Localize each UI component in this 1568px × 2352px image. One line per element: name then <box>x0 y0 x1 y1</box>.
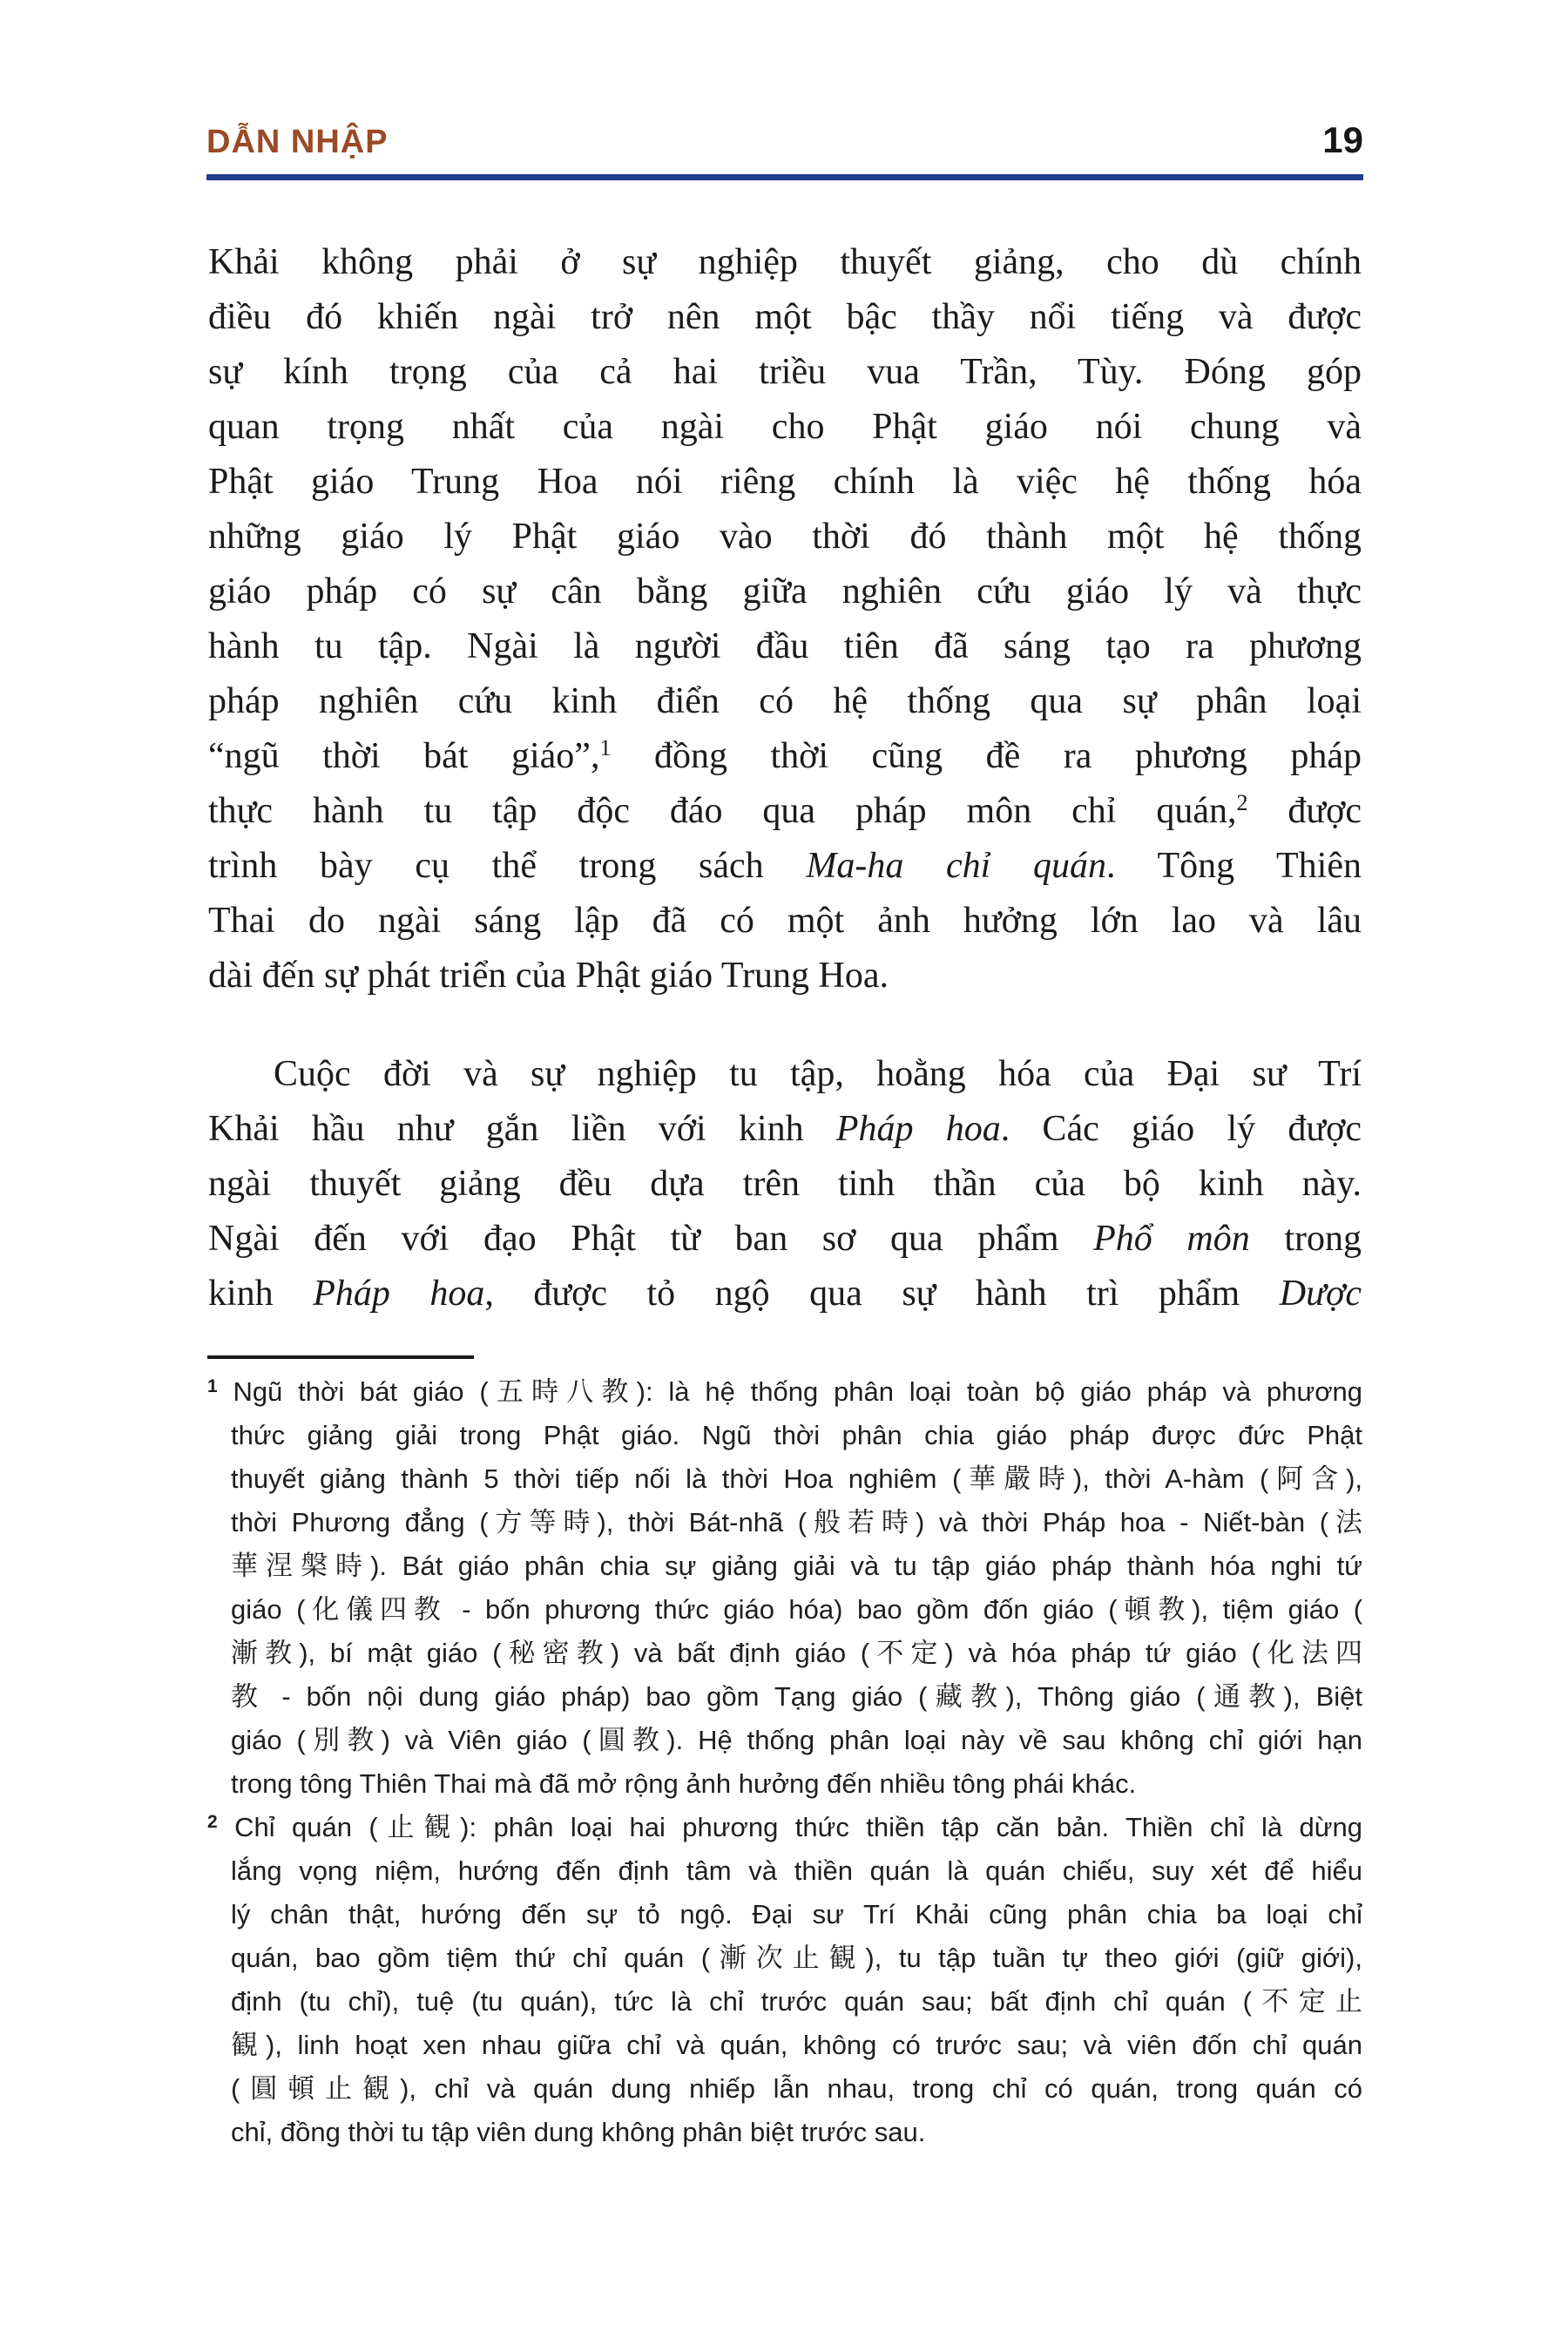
body-line <box>208 510 1362 564</box>
text-run: ), thời A-hàm ( <box>1072 1463 1269 1494</box>
text-run: ): là hệ thống phân loại toàn bộ giáo pháp và phương <box>636 1376 1363 1407</box>
text-run: hành tu tập. Ngài là người đầu tiên đã sáng tạo ra phương <box>208 626 1362 666</box>
cjk-text: 化法四 <box>1260 1638 1363 1668</box>
body-line <box>208 564 1362 619</box>
text-run: điều đó khiến ngài trở nên một bậc thầy nổi tiếng và được <box>208 297 1362 337</box>
text-run: thời Phương đẳng ( <box>231 1507 489 1538</box>
text-run: sự kính trọng của cả hai triều vua Trần, Tùy. Đóng góp <box>208 352 1362 392</box>
body-line <box>208 839 1362 894</box>
footnote-line <box>207 1414 1362 1457</box>
text-run: trình bày cụ thể trong sách <box>208 846 807 886</box>
text-run: ), tiệm giáo ( <box>1192 1594 1363 1625</box>
cjk-text: 止観 <box>377 1812 461 1842</box>
cjk-text: 方等時 <box>488 1507 598 1538</box>
footnote-line <box>207 1501 1362 1544</box>
cjk-text: 藏教 <box>927 1681 1006 1712</box>
italic-title: Phổ môn <box>1093 1219 1250 1259</box>
text-run: thuyết giảng thành 5 thời tiếp nối là thời Hoa nghiêm ( <box>231 1463 962 1494</box>
text-run: lắng vọng niệm, hướng đến định tâm và thiền quán là quán chiếu, suy xét để hiểu <box>231 1855 1362 1886</box>
body-line <box>208 1047 1362 1102</box>
text-run: giáo ( <box>231 1725 306 1755</box>
footnote-line <box>207 1457 1362 1501</box>
text-run: đồng thời cũng đề ra phương pháp <box>611 736 1362 776</box>
footnote-line <box>207 1632 1362 1675</box>
cjk-text: 観 <box>231 2030 266 2060</box>
page-number: 19 <box>1322 119 1363 160</box>
footnote-line <box>207 1936 1362 1980</box>
paragraph <box>207 1806 1362 2154</box>
cjk-text: 化儀四教 <box>305 1594 448 1625</box>
text-run: ) và Viên giáo ( <box>381 1725 591 1755</box>
text-run: ), bí mật giáo ( <box>299 1638 502 1668</box>
text-run: trong tông Thiên Thai mà đã mở rộng ảnh hưởng đến nhiều tông phái khác. <box>231 1768 1137 1799</box>
text-run: thực hành tu tập độc đáo qua pháp môn chỉ quán, <box>208 791 1237 831</box>
text-run: chỉ, đồng thời tu tập viên dung không phân biệt trước sau. <box>231 2117 926 2147</box>
running-head-title: DẪN NHẬP <box>206 124 389 160</box>
body-line <box>208 894 1362 949</box>
text-run: ), thời Bát-nhã ( <box>597 1507 808 1538</box>
text-run: Thai do ngài sáng lập đã có một ảnh hưởng lớn lao và lâu <box>208 901 1362 941</box>
paragraph <box>208 1047 1362 1321</box>
body-line <box>208 729 1362 784</box>
text-run: những giáo lý Phật giáo vào thời đó thành một hệ thống <box>208 517 1362 557</box>
text-run: Khải không phải ở sự nghiệp thuyết giảng, cho dù chính <box>208 242 1362 282</box>
text-run: ), Biệt <box>1283 1681 1362 1712</box>
text-run: ). Hệ thống phân loại này về sau không chỉ giới hạn <box>666 1725 1363 1755</box>
body-line <box>208 674 1362 729</box>
text-run: ), chỉ và quán dung nhiếp lẫn nhau, trong chỉ có quán, trong quán có <box>400 2073 1362 2104</box>
text-run: thức giảng giải trong Phật giáo. Ngũ thời phân chia giáo pháp được đức Phật <box>231 1420 1362 1450</box>
text-run: pháp nghiên cứu kinh điển có hệ thống qua sự phân loại <box>208 681 1362 721</box>
cjk-text: 五時八教 <box>488 1376 637 1407</box>
text-run: ( <box>231 2073 240 2104</box>
text-run: ngài thuyết giảng đều dựa trên tinh thần của bộ kinh này. <box>208 1164 1362 1204</box>
footnote-line <box>207 2111 1362 2154</box>
footnote-line <box>207 1893 1362 1936</box>
footnote-line <box>207 1675 1362 1719</box>
cjk-text: 秘密教 <box>501 1638 611 1668</box>
cjk-text: 不定止 <box>1252 1986 1363 2017</box>
italic-title: Dược <box>1279 1274 1362 1314</box>
footnote-reference: 1 <box>207 1376 218 1396</box>
text-run: - bốn nội dung giáo pháp) bao gồm Tạng giáo ( <box>266 1681 928 1712</box>
text-run: ) và thời Pháp hoa - Niết-bàn ( <box>915 1507 1329 1538</box>
cjk-text: 阿含 <box>1268 1463 1347 1494</box>
body-line <box>208 1157 1362 1212</box>
body-line <box>208 1267 1362 1321</box>
body-line <box>208 455 1362 510</box>
body-line <box>208 784 1362 839</box>
footnote-line <box>207 1762 1362 1806</box>
text-run: “ngũ thời bát giáo”, <box>208 736 600 776</box>
text-run: - bốn phương thức giáo hóa) bao gồm đốn giáo ( <box>447 1594 1118 1625</box>
cjk-text: 般若時 <box>807 1507 916 1538</box>
text-run: Ngũ thời bát giáo ( <box>217 1376 489 1407</box>
text-run: ) và bất định giáo ( <box>610 1638 870 1668</box>
footnotes-block <box>207 1370 1362 2154</box>
body-line <box>208 619 1362 674</box>
body-line <box>208 949 1362 1004</box>
body-line <box>208 1212 1362 1267</box>
text-run: trong <box>1249 1219 1362 1259</box>
text-run: ), <box>1346 1463 1363 1494</box>
body-line <box>208 1102 1362 1157</box>
cjk-text: 別教 <box>305 1725 382 1755</box>
footnote-line <box>207 1544 1362 1588</box>
text-run: quan trọng nhất của ngài cho Phật giáo nói chung và <box>208 407 1362 447</box>
cjk-text: 華涅槃時 <box>231 1551 371 1581</box>
italic-title: Pháp hoa <box>313 1274 485 1314</box>
italic-title: Pháp hoa <box>835 1109 1001 1149</box>
body-text <box>208 235 1362 1321</box>
footnote-reference: 1 <box>599 735 612 760</box>
text-run: kinh <box>208 1274 314 1314</box>
footnote-line <box>207 1370 1362 1414</box>
footnote-line <box>207 2024 1362 2067</box>
text-run: ), tu tập tuần tự theo giới (giữ giới), <box>865 1943 1362 1973</box>
footnote-reference: 2 <box>207 1812 218 1832</box>
body-line <box>208 345 1362 400</box>
footnote-line <box>207 1849 1362 1893</box>
cjk-text: 教 <box>231 1681 267 1712</box>
cjk-text: 華嚴時 <box>961 1463 1073 1494</box>
text-run: Ngài đến với đạo Phật từ ban sơ qua phẩm <box>208 1219 1094 1259</box>
text-run: Khải hầu như gắn liền với kinh <box>208 1109 836 1149</box>
text-run: quán, bao gồm tiệm thứ chỉ quán ( <box>231 1943 711 1973</box>
text-run: ), linh hoạt xen nhau giữa chỉ và quán, không có trước sau; và viên đốn chỉ quán <box>266 2030 1362 2060</box>
footnote-line <box>207 1980 1362 2024</box>
cjk-text: 圓教 <box>591 1725 667 1755</box>
body-line <box>208 235 1362 290</box>
text-run: dài đến sự phát triển của Phật giáo Trung Hoa. <box>208 956 889 996</box>
text-run: giáo ( <box>231 1594 306 1625</box>
text-run: , được tỏ ngộ qua sự hành trì phẩm <box>484 1274 1280 1314</box>
text-run: được <box>1247 791 1362 831</box>
cjk-text: 漸次止観 <box>710 1943 866 1973</box>
footnote-reference: 2 <box>1236 790 1248 815</box>
text-run: Cuộc đời và sự nghiệp tu tập, hoằng hóa của Đại sư Trí <box>274 1054 1362 1094</box>
page-header <box>206 119 1363 160</box>
text-run: ) và hóa pháp tứ giáo ( <box>944 1638 1260 1668</box>
text-run: Chỉ quán ( <box>217 1812 378 1842</box>
cjk-text: 通教 <box>1205 1681 1284 1712</box>
footnote-line <box>207 1719 1362 1762</box>
footnote-line <box>207 2067 1362 2111</box>
paragraph <box>207 1370 1362 1806</box>
cjk-text: 不定 <box>869 1638 945 1668</box>
text-run: định (tu chỉ), tuệ (tu quán), tức là chỉ trước quán sau; bất định chỉ quán ( <box>231 1986 1252 2017</box>
italic-title: Ma-ha chỉ quán <box>806 846 1107 886</box>
text-run: . Các giáo lý được <box>1000 1109 1362 1149</box>
body-line <box>208 290 1362 345</box>
cjk-text: 圓頓止観 <box>240 2073 401 2104</box>
text-run: ). Bát giáo phân chia sự giảng giải và tu tập giáo pháp thành hóa nghi tứ <box>370 1551 1362 1581</box>
cjk-text: 漸教 <box>231 1638 300 1668</box>
text-run: . Tông Thiên <box>1106 846 1362 886</box>
cjk-text: 法 <box>1328 1507 1363 1538</box>
paragraph <box>208 235 1362 1004</box>
footnote-line <box>207 1588 1362 1632</box>
text-run: lý chân thật, hướng đến sự tỏ ngộ. Đại sư Trí Khải cũng phân chia ba loại chỉ <box>231 1899 1362 1930</box>
text-run: giáo pháp có sự cân bằng giữa nghiên cứu giáo lý và thực <box>208 571 1362 612</box>
text-run: ): phân loại hai phương thức thiền tập căn bản. Thiền chỉ là dừng <box>460 1812 1363 1842</box>
text-run: ), Thông giáo ( <box>1005 1681 1206 1712</box>
header-rule <box>206 174 1363 180</box>
text-run: Phật giáo Trung Hoa nói riêng chính là việc hệ thống hóa <box>208 462 1362 502</box>
body-line <box>208 400 1362 455</box>
footnote-line <box>207 1806 1362 1849</box>
footnote-separator <box>207 1355 474 1359</box>
cjk-text: 頓教 <box>1117 1594 1193 1625</box>
